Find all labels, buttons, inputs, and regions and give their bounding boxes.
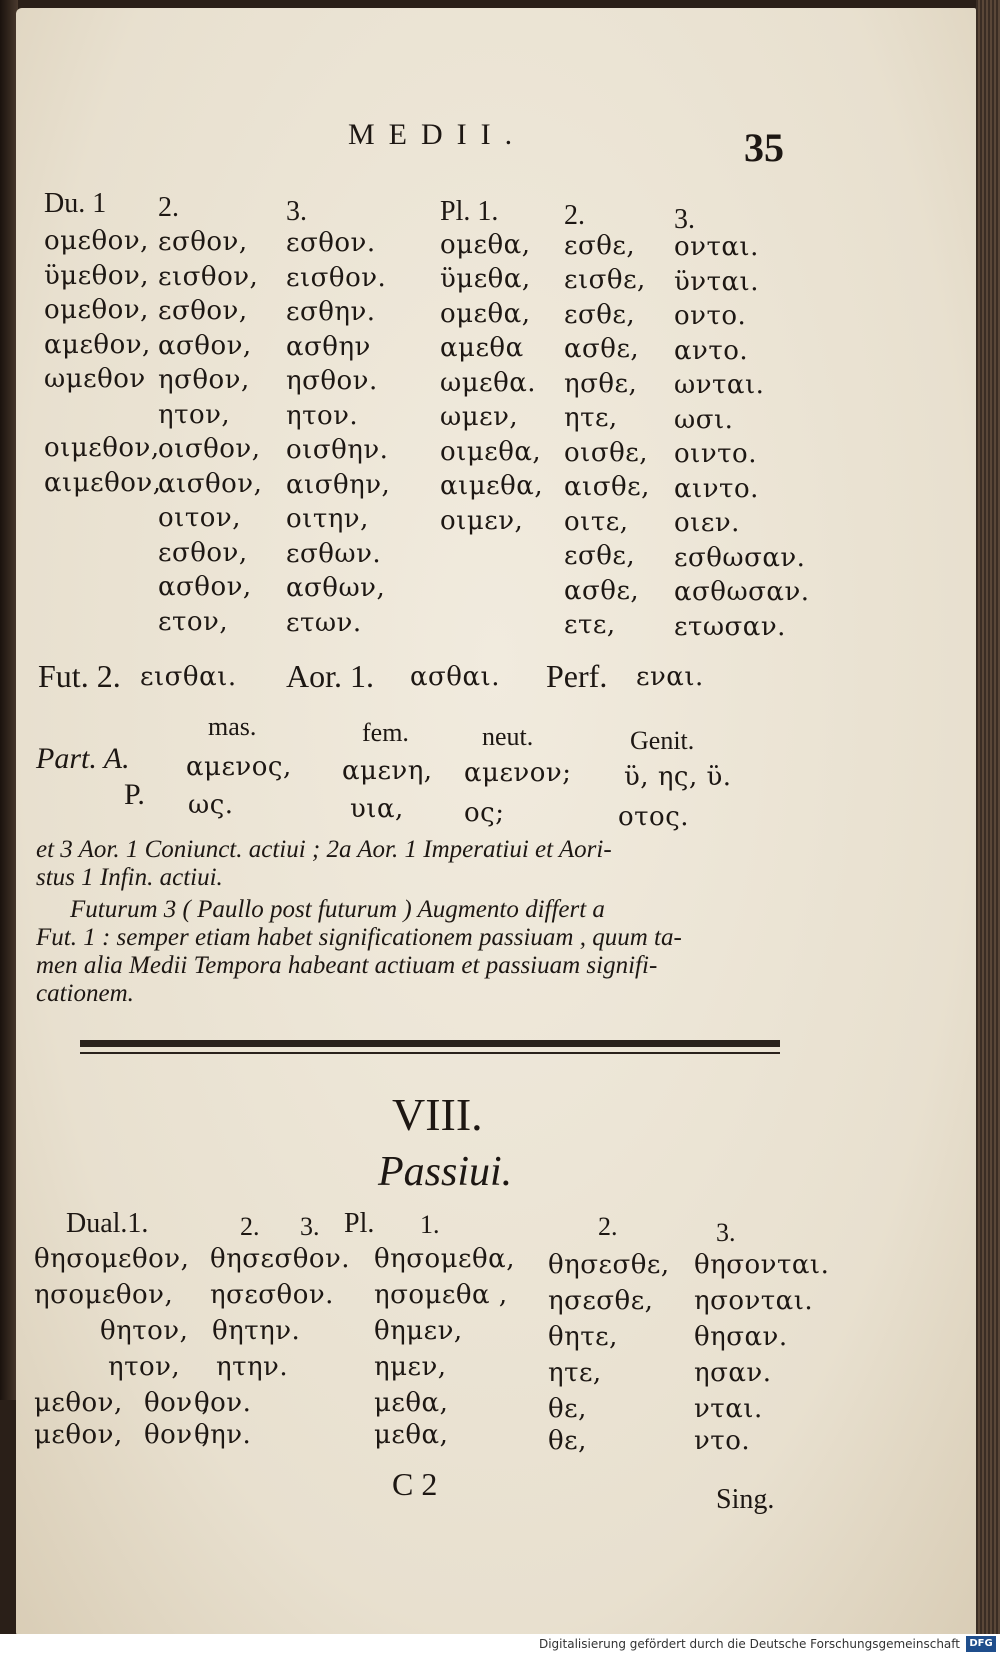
- running-title: MEDII.: [348, 118, 527, 151]
- section-numeral: VIII.: [392, 1089, 483, 1140]
- medii-cell: ετων.: [286, 608, 362, 638]
- medii-cell: οιντο.: [674, 439, 757, 469]
- passiui-cell: μεθα,: [374, 1420, 449, 1450]
- medii-cell: εσθον,: [158, 296, 248, 326]
- catchword: Sing.: [716, 1484, 775, 1515]
- passiui-cell: ησομεθα ,: [374, 1280, 508, 1310]
- futurum-line-2: Fut. 1 : semper etiam habet significationem passiuam , quum ta-: [36, 924, 682, 951]
- medii-header-du2: 2.: [158, 192, 179, 223]
- fut2-label: Fut. 2.: [38, 658, 121, 694]
- futurum-line-3: men alia Medii Tempora habeant actiuam et passiuam signifi-: [36, 952, 658, 979]
- medii-cell: ετον,: [158, 607, 229, 637]
- medii-cell: οιεν.: [674, 508, 740, 538]
- medii-cell: ησθον.: [286, 366, 378, 396]
- futurum-line-4: cationem.: [36, 980, 134, 1007]
- medii-cell: οισθε,: [564, 438, 648, 468]
- medii-cell: εσθε,: [564, 231, 636, 261]
- medii-header-pl1: Pl. 1.: [440, 196, 499, 227]
- medii-cell: ωμεθον: [44, 364, 146, 394]
- passiui-cell: θον.: [194, 1388, 252, 1418]
- passiui-cell: θημεν,: [374, 1316, 463, 1346]
- medii-cell: ητε,: [564, 403, 618, 433]
- passiui-cell: θητε,: [548, 1322, 618, 1352]
- medii-cell: ϋνται.: [674, 267, 760, 297]
- medii-cell: αιμεθα,: [440, 471, 544, 501]
- passiui-cell: θητην.: [212, 1316, 301, 1346]
- medii-cell: αισθε,: [564, 472, 650, 502]
- passiui-cell: θησαν.: [694, 1322, 788, 1352]
- passiui-cell: ντο.: [694, 1426, 751, 1456]
- section-rule-thin: [80, 1052, 780, 1054]
- medii-cell: οιμεν,: [440, 506, 524, 536]
- participle-passive-mas: ως.: [188, 790, 234, 820]
- medii-cell: εσθων.: [286, 539, 382, 569]
- medii-cell: ησθον,: [158, 365, 250, 395]
- medii-cell: ομεθα,: [440, 230, 531, 260]
- medii-cell: αμεθα: [440, 333, 524, 363]
- note-line-2: stus 1 Infin. actiui.: [36, 864, 223, 891]
- passiui-header-pl3: 3.: [716, 1218, 736, 1247]
- medii-cell: ασθε,: [564, 334, 640, 364]
- participle-active-label: Part. A.: [36, 742, 130, 775]
- passiui-cell: θε,: [548, 1394, 587, 1424]
- medii-header-du1: Du. 1: [44, 188, 107, 219]
- footer-credit: Digitalisierung gefördert durch die Deutsche Forschungsgemeinschaft: [538, 1637, 960, 1651]
- medii-cell: οιμεθα,: [440, 437, 542, 467]
- passiui-cell: ησεσθε,: [548, 1286, 654, 1316]
- medii-cell: εσθε,: [564, 300, 636, 330]
- passiui-cell: ησεσθον.: [210, 1280, 334, 1310]
- passiui-header-1: 1.: [420, 1210, 440, 1239]
- medii-cell: ασθην: [286, 332, 371, 362]
- medii-cell: ομεθον,: [44, 295, 149, 325]
- medii-cell: οισθον,: [158, 434, 261, 464]
- participle-header-neut: neut.: [482, 722, 534, 751]
- medii-cell: ομεθα,: [440, 299, 531, 329]
- medii-cell: εσθε,: [564, 541, 636, 571]
- perf-form: εναι.: [636, 662, 704, 692]
- passiui-header-3: 3.: [300, 1212, 320, 1241]
- passiui-cell: θην.: [194, 1420, 252, 1450]
- participle-passive-label: P.: [124, 778, 145, 811]
- participle-header-fem: fem.: [362, 718, 409, 747]
- medii-cell: ασθων,: [286, 573, 386, 603]
- passiui-cell: θησονται.: [694, 1250, 830, 1280]
- medii-cell: οιτον,: [158, 503, 241, 533]
- perf-label: Perf.: [546, 658, 608, 694]
- medii-cell: ησθε,: [564, 369, 638, 399]
- medii-cell: ϋμεθα,: [440, 264, 531, 294]
- medii-cell: ασθον,: [158, 331, 252, 361]
- participle-passive-neut: ος;: [464, 798, 505, 828]
- medii-cell: εσθον.: [286, 228, 376, 258]
- page-fore-edge: [976, 0, 1000, 1656]
- passiui-header-pl2: 2.: [598, 1212, 618, 1241]
- medii-cell: ωμεν,: [440, 402, 519, 432]
- medii-cell: εισθε,: [564, 265, 646, 295]
- medii-cell: οιτε,: [564, 507, 629, 537]
- medii-cell: αιντο.: [674, 474, 759, 504]
- medii-cell: ϋμεθον,: [44, 261, 150, 291]
- passiui-header-pl: Pl.: [344, 1208, 375, 1239]
- passiui-cell: ημεν,: [374, 1352, 447, 1382]
- medii-cell: ασθε,: [564, 576, 640, 606]
- digitization-footer: [0, 1634, 1000, 1656]
- medii-cell: εσθον,: [158, 538, 248, 568]
- section-title: Passiui.: [378, 1149, 513, 1195]
- participle-header-mas: mas.: [208, 712, 257, 741]
- passiui-cell: θον ,: [144, 1420, 211, 1450]
- participle-active-mas: αμενος,: [186, 752, 292, 782]
- medii-cell: ητον,: [158, 400, 231, 430]
- medii-cell: ετε,: [564, 610, 616, 640]
- participle-header-genit: Genit.: [630, 726, 695, 755]
- medii-cell: αιμεθον,: [44, 468, 162, 498]
- medii-cell: ωνται.: [674, 370, 765, 400]
- medii-cell: αμεθον,: [44, 330, 151, 360]
- dfg-logo: DFG: [966, 1636, 996, 1652]
- passiui-cell: θον ,: [144, 1388, 211, 1418]
- medii-cell: οισθην.: [286, 435, 389, 465]
- futurum-line-1: Futurum 3 ( Paullo post futurum ) Augmento differt a: [70, 896, 605, 923]
- participle-active-neut: αμενον;: [464, 758, 572, 788]
- passiui-cell: μεθον,: [34, 1420, 123, 1450]
- medii-cell: εσθην.: [286, 297, 376, 327]
- medii-cell: αισθην,: [286, 470, 391, 500]
- passiui-cell: ησονται.: [694, 1286, 814, 1316]
- passiui-cell: θησεσθον.: [210, 1244, 351, 1274]
- medii-cell: ομεθον,: [44, 226, 149, 256]
- passiui-cell: θησεσθε,: [548, 1250, 670, 1280]
- medii-cell: εσθωσαν.: [674, 543, 806, 573]
- signature-mark: C 2: [392, 1466, 438, 1502]
- note-line-1: et 3 Aor. 1 Coniunct. actiui ; 2a Aor. 1 Imperatiui et Aori-: [36, 836, 612, 863]
- aor1-label: Aor. 1.: [286, 658, 374, 694]
- medii-cell: αισθον,: [158, 469, 263, 499]
- passiui-cell: ητην.: [216, 1352, 289, 1382]
- passiui-cell: ητον,: [108, 1352, 181, 1382]
- medii-cell: ονται.: [674, 232, 759, 262]
- participle-passive-genit: οτος.: [618, 802, 690, 832]
- passiui-cell: ησομεθον,: [34, 1280, 174, 1310]
- medii-cell: ητον.: [286, 401, 359, 431]
- passiui-cell: θητον,: [100, 1316, 189, 1346]
- medii-cell: οιτην,: [286, 504, 369, 534]
- medii-cell: ωσι.: [674, 405, 734, 435]
- fut2-form: εισθαι.: [140, 662, 237, 692]
- passiui-cell: μεθα,: [374, 1388, 449, 1418]
- medii-cell: εισθον.: [286, 263, 387, 293]
- medii-header-du3: 3.: [286, 196, 307, 227]
- passiui-cell: θε,: [548, 1426, 587, 1456]
- medii-header-pl3: 3.: [674, 204, 695, 235]
- medii-cell: οντο.: [674, 301, 747, 331]
- passiui-cell: νται.: [694, 1394, 763, 1424]
- passiui-cell: ησαν.: [694, 1358, 772, 1388]
- medii-cell: εισθον,: [158, 262, 259, 292]
- section-rule-thick: [80, 1040, 780, 1047]
- passiui-cell: θησομεθον,: [34, 1244, 190, 1274]
- medii-cell: οιμεθον,: [44, 433, 160, 463]
- medii-cell: αντο.: [674, 336, 749, 366]
- passiui-header-dual1: Dual.1.: [66, 1208, 149, 1239]
- medii-cell: ωμεθα.: [440, 368, 537, 398]
- passiui-cell: μεθον,: [34, 1388, 123, 1418]
- medii-header-pl2: 2.: [564, 200, 585, 231]
- medii-cell: ασθον,: [158, 572, 252, 602]
- medii-cell: ασθωσαν.: [674, 577, 810, 607]
- page-number: 35: [744, 125, 784, 170]
- passiui-cell: θησομεθα,: [374, 1244, 515, 1274]
- passiui-cell: ητε,: [548, 1358, 602, 1388]
- participle-active-genit: ϋ, ης, ϋ.: [624, 762, 732, 792]
- participle-active-fem: αμενη,: [342, 756, 433, 786]
- aor1-form: ασθαι.: [410, 662, 500, 692]
- participle-passive-fem: υια,: [350, 794, 404, 824]
- passiui-header-2: 2.: [240, 1212, 260, 1241]
- medii-cell: εσθον,: [158, 227, 248, 257]
- medii-cell: ετωσαν.: [674, 612, 786, 642]
